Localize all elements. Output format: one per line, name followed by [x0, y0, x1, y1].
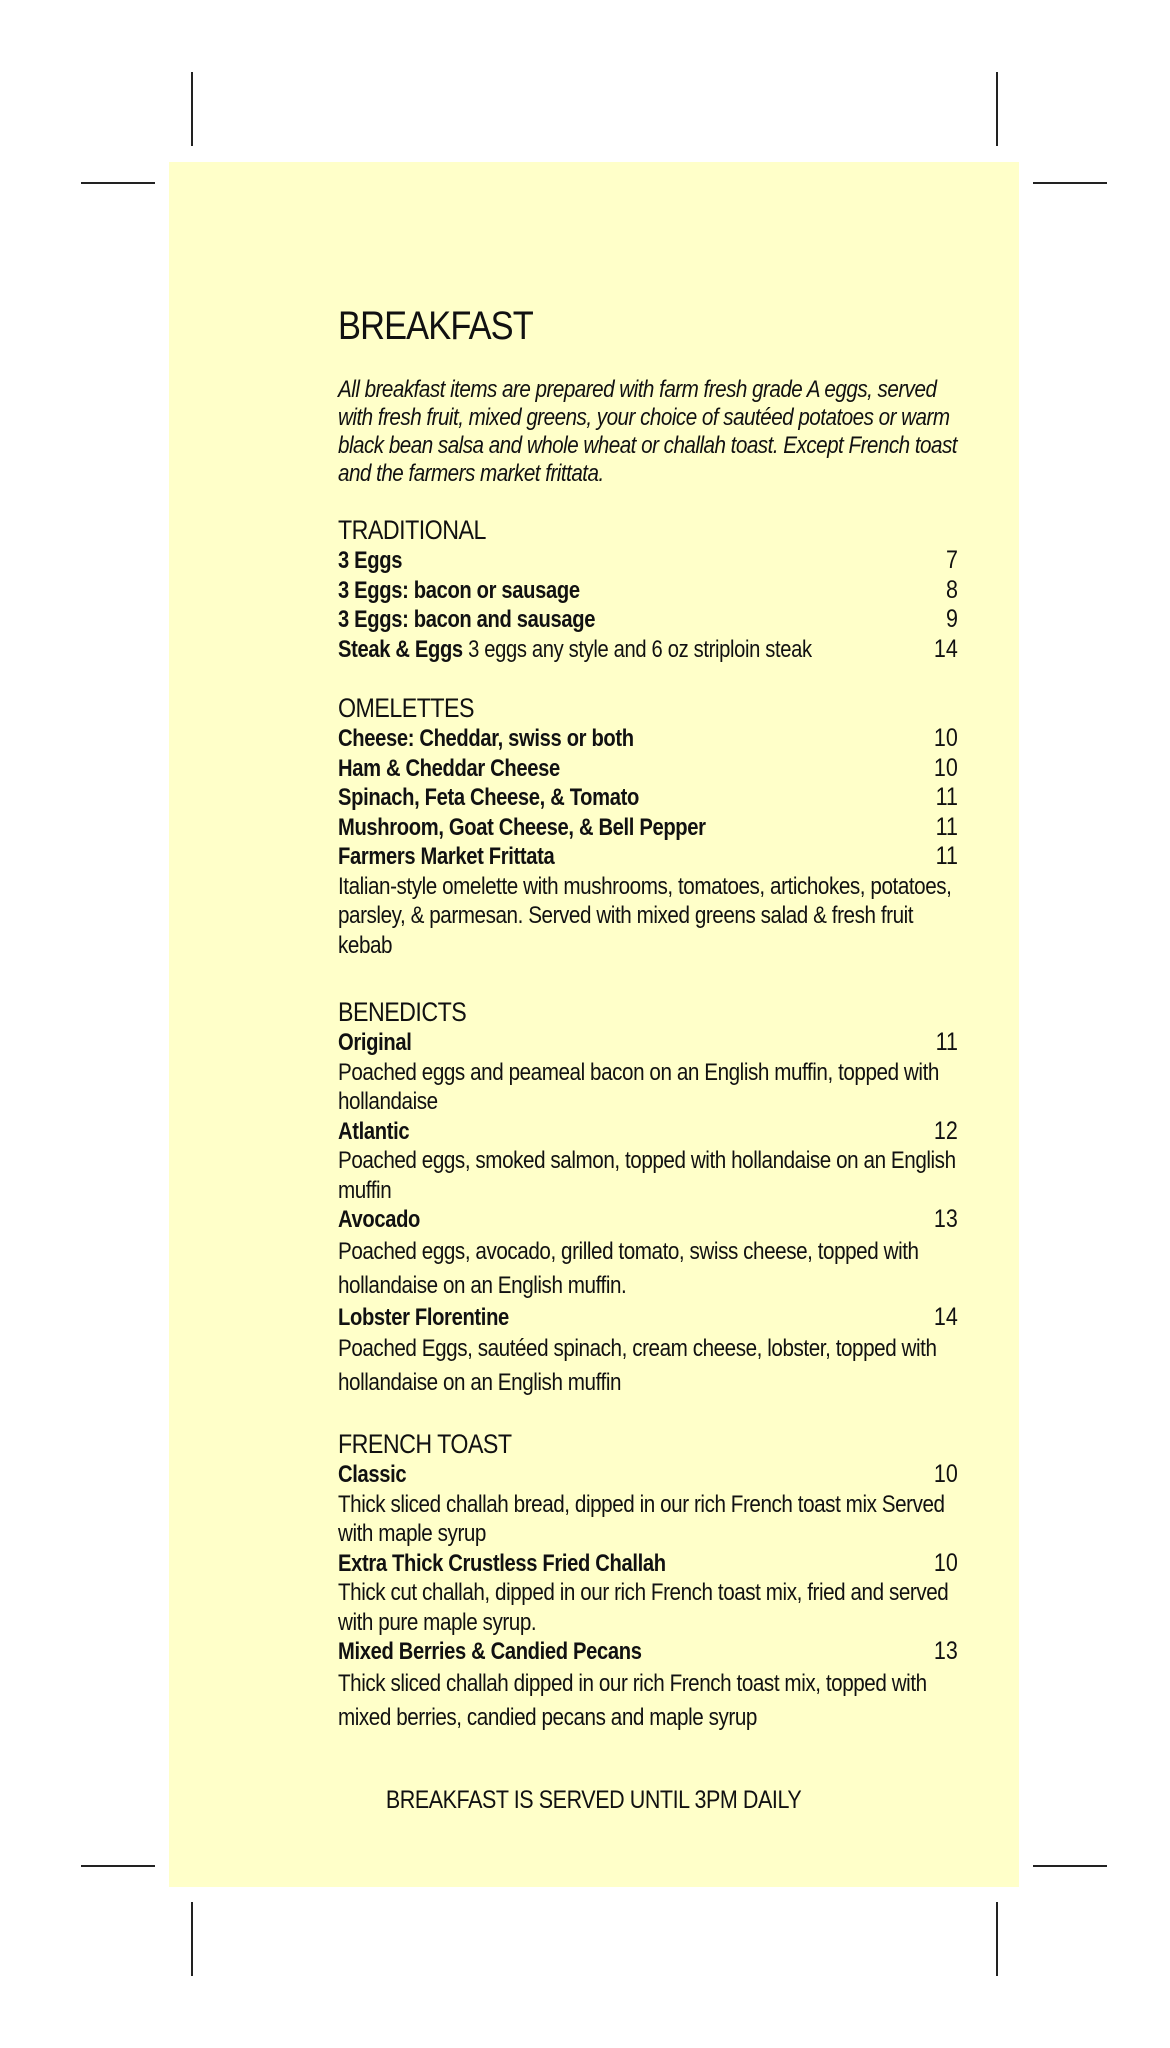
item-description: Poached eggs and peameal bacon on an English muffin, topped with hollandaise: [338, 1058, 939, 1115]
section-heading: OMELETTES: [338, 693, 475, 723]
crop-mark: [996, 1902, 998, 1976]
section-french-toast: [338, 1428, 958, 1735]
menu-content: [338, 298, 958, 1763]
menu-item: [338, 754, 958, 784]
item-name: [338, 635, 812, 665]
menu-item: [338, 813, 958, 843]
item-description: Thick sliced challah dipped in our rich French toast mix, topped with mixed berries, candied pecans and maple syrup: [338, 1669, 927, 1731]
section-omelettes: [338, 692, 958, 960]
item-price: 10: [934, 1460, 958, 1488]
item-name: 3 Eggs: [338, 547, 403, 574]
item-price: 11: [935, 783, 958, 811]
item-price: 10: [934, 753, 958, 782]
item-name: 3 Eggs: bacon and sausage: [338, 606, 596, 633]
menu-item: [338, 635, 958, 665]
crop-mark: [1033, 1865, 1107, 1867]
item-price: 13: [934, 1637, 958, 1665]
menu-item: [338, 1205, 958, 1235]
item-name: Original: [338, 1029, 412, 1056]
section-heading: BENEDICTS: [338, 997, 467, 1027]
crop-mark: [81, 1865, 155, 1867]
intro-text: All breakfast items are prepared with farm fresh grade A eggs, served with fresh fruit, mixed greens, your choice of sautéed potatoes or warm black bean salsa and whole wheat or challah toast. Except French toast and the farmers market frittata.: [338, 376, 958, 487]
menu-item: [338, 546, 958, 576]
section-heading: FRENCH TOAST: [338, 1429, 512, 1459]
page-title: BREAKFAST: [338, 304, 533, 348]
footer-note: [169, 1786, 1019, 1815]
item-description: Thick sliced challah bread, dipped in our rich French toast mix Served with maple syrup: [338, 1490, 945, 1547]
menu-item: [338, 1303, 958, 1333]
item-note: 3 eggs any style and 6 oz striploin steak: [462, 635, 812, 663]
menu-item: [338, 1460, 958, 1490]
crop-mark: [996, 72, 998, 146]
crop-mark: [81, 182, 155, 184]
menu-item: [338, 783, 958, 813]
item-name: Ham & Cheddar Cheese: [338, 754, 560, 782]
item-name: Mixed Berries & Candied Pecans: [338, 1638, 642, 1665]
item-name: Spinach, Feta Cheese, & Tomato: [338, 784, 639, 811]
item-description: Italian-style omelette with mushrooms, tomatoes, artichokes, potatoes, parsley, & parmesan. Served with mixed greens salad & fresh fruit kebab: [338, 872, 952, 959]
item-name: Classic: [338, 1461, 407, 1488]
item-name: Farmers Market Frittata: [338, 843, 555, 870]
item-price: 7: [946, 546, 958, 574]
item-price: 10: [934, 724, 958, 752]
item-description: Thick cut challah, dipped in our rich French toast mix, fried and served with pure maple syrup.: [338, 1579, 949, 1636]
item-price: 8: [946, 575, 958, 604]
item-description: Poached eggs, avocado, grilled tomato, swiss cheese, topped with hollandaise on an English muffin.: [338, 1237, 919, 1299]
menu-item: [338, 1117, 958, 1147]
section-heading: TRADITIONAL: [338, 515, 486, 545]
footer-text: BREAKFAST IS SERVED UNTIL 3PM DAILY: [386, 1786, 802, 1814]
menu-item: [338, 724, 958, 754]
item-name: Lobster Florentine: [338, 1303, 509, 1331]
item-price: 9: [946, 605, 958, 633]
item-name: Mushroom, Goat Cheese, & Bell Pepper: [338, 813, 706, 841]
item-name: Atlantic: [338, 1117, 410, 1145]
menu-item: [338, 576, 958, 606]
item-name-text: Steak & Eggs: [338, 635, 463, 663]
item-price: 11: [935, 1028, 958, 1056]
section-traditional: [338, 514, 958, 664]
item-price: 13: [934, 1205, 958, 1233]
item-name: Avocado: [338, 1206, 421, 1233]
menu-item: [338, 1637, 958, 1667]
item-name: 3 Eggs: bacon or sausage: [338, 576, 580, 604]
crop-mark: [191, 72, 193, 146]
item-price: 14: [934, 634, 958, 663]
item-description: Poached Eggs, sautéed spinach, cream cheese, lobster, topped with hollandaise on an English muffin: [338, 1335, 937, 1396]
item-price: 11: [935, 812, 958, 841]
item-name: Cheese: Cheddar, swiss or both: [338, 725, 634, 752]
menu-item: [338, 842, 958, 872]
item-name: Extra Thick Crustless Fried Challah: [338, 1549, 666, 1577]
crop-mark: [191, 1902, 193, 1976]
menu-item: [338, 605, 958, 635]
item-description: Poached eggs, smoked salmon, topped with hollandaise on an English muffin: [338, 1147, 956, 1204]
menu-item: [338, 1549, 958, 1579]
crop-mark: [1033, 182, 1107, 184]
item-price: 10: [934, 1548, 958, 1577]
section-benedicts: [338, 996, 958, 1400]
item-price: 14: [934, 1302, 958, 1331]
menu-item: [338, 1028, 958, 1058]
item-price: 12: [934, 1116, 958, 1145]
item-price: 11: [935, 842, 958, 870]
